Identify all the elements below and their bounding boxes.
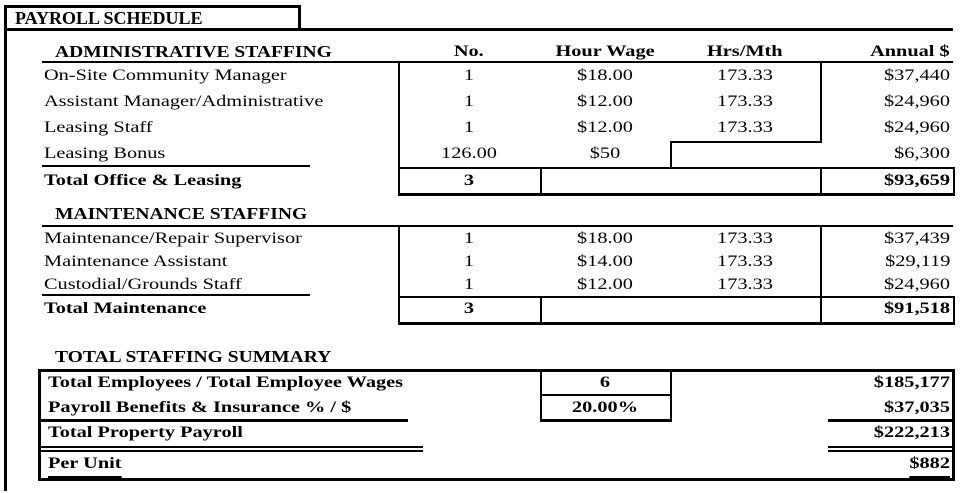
payroll-double-rule-label-top — [38, 446, 423, 448]
total-label-text: Total Maintenance — [44, 300, 207, 317]
cell-hour-wage — [540, 250, 670, 273]
summary-label — [48, 396, 528, 419]
cell-hrs-mth — [670, 250, 820, 273]
cell-no — [398, 89, 540, 115]
cell-hour-wage — [540, 227, 670, 250]
cell-value: $91,518 — [883, 300, 950, 317]
summary-label-text: Payroll Benefits & Insurance % / $ — [48, 399, 352, 416]
total-label-text: Total Office & Leasing — [44, 172, 242, 189]
summary-annual — [820, 421, 950, 445]
column-header-hour-wage — [540, 42, 670, 62]
row-label-text: Leasing Bonus — [44, 145, 166, 162]
cell-value: 1 — [463, 253, 475, 270]
cell-annual — [820, 89, 950, 115]
row-label — [44, 141, 394, 167]
row-label-text: Custodial/Grounds Staff — [44, 276, 242, 293]
cell-value: $18.00 — [577, 67, 633, 84]
total-label — [44, 169, 394, 193]
cell-hrs-mth — [670, 227, 820, 250]
cell-value: 173.33 — [717, 276, 773, 293]
admin-total-right-border — [953, 167, 955, 196]
cell-value: 1 — [463, 67, 475, 84]
cell-hrs-mth — [670, 115, 820, 141]
total-annual — [820, 297, 950, 321]
admin-total-bottom-border — [398, 193, 955, 196]
summary-label — [48, 452, 528, 476]
row-label-text: Maintenance Assistant — [44, 253, 228, 270]
section-heading-summary — [55, 347, 332, 367]
summary-value — [540, 371, 670, 394]
row-label — [44, 115, 394, 141]
column-header-label: Hour Wage — [555, 43, 655, 60]
summary-label — [48, 421, 528, 445]
row-label-text: Leasing Staff — [44, 119, 153, 136]
cell-value: $14.00 — [577, 253, 633, 270]
cell-hour-wage — [540, 273, 670, 296]
cell-hour-wage — [540, 141, 670, 167]
column-header-hrs-mth — [670, 42, 820, 62]
cell-value: $222,213 — [873, 424, 950, 441]
title-box — [4, 5, 301, 31]
cell-no — [398, 273, 540, 296]
benefits-underline-value — [540, 419, 672, 422]
column-header-label: No. — [454, 43, 484, 60]
cell-hrs-mth — [670, 273, 820, 296]
cell-value: 3 — [463, 300, 475, 317]
cell-hour-wage — [540, 63, 670, 89]
summary-label-text: Total Employees / Total Employee Wages — [48, 374, 404, 391]
cell-value: $24,960 — [883, 276, 950, 293]
total-no — [398, 169, 540, 193]
payroll-double-rule-amount-top — [828, 446, 955, 448]
cell-value: 1 — [463, 119, 475, 136]
cell-annual — [820, 273, 950, 296]
row-label-text: On-Site Community Manager — [44, 67, 287, 84]
cell-value: $37,035 — [883, 399, 950, 416]
cell-value: 3 — [463, 172, 475, 189]
cell-value: 1 — [463, 276, 475, 293]
page-left-border — [4, 5, 7, 491]
column-header-no — [398, 42, 540, 62]
page-title: PAYROLL SCHEDULE — [15, 8, 203, 28]
cell-value: $37,439 — [883, 230, 950, 247]
section-heading-label: ADMINISTRATIVE STAFFING — [55, 42, 332, 61]
summary-annual — [820, 452, 950, 476]
cell-annual — [820, 250, 950, 273]
row-label — [44, 63, 394, 89]
cell-annual — [820, 115, 950, 141]
cell-value: 173.33 — [717, 253, 773, 270]
total-annual — [820, 169, 950, 193]
cell-value: $18.00 — [577, 230, 633, 247]
cell-value: $6,300 — [894, 145, 950, 162]
section-heading-label: MAINTENANCE STAFFING — [55, 204, 308, 223]
row-label — [44, 250, 394, 273]
cell-no — [398, 115, 540, 141]
cell-value: $12.00 — [577, 93, 633, 110]
cell-value: $50 — [589, 145, 621, 162]
cell-hrs-mth — [670, 63, 820, 89]
cell-value: $24,960 — [883, 119, 950, 136]
cell-annual — [820, 227, 950, 250]
cell-value: 20.00% — [571, 399, 639, 416]
maintenance-total-right-border — [953, 296, 955, 325]
summary-annual — [820, 371, 950, 394]
cell-value: $24,960 — [883, 93, 950, 110]
cell-no — [398, 141, 540, 167]
cell-hour-wage — [540, 89, 670, 115]
summary-value — [540, 396, 670, 419]
cell-value: 173.33 — [717, 119, 773, 136]
cell-value: 1 — [463, 230, 475, 247]
total-no — [398, 297, 540, 321]
cell-hour-wage — [540, 115, 670, 141]
cell-value: 126.00 — [441, 145, 497, 162]
maintenance-total-divider — [540, 296, 542, 325]
cell-no — [398, 227, 540, 250]
row-label — [44, 273, 394, 296]
maintenance-total-bottom-border — [398, 322, 955, 325]
section-heading-administrative — [55, 42, 332, 62]
cell-value: $185,177 — [873, 374, 950, 391]
section-heading-maintenance — [55, 204, 308, 224]
column-header-annual — [820, 42, 950, 62]
row-label-text: Assistant Manager/Administrative — [44, 93, 324, 110]
cell-value: $37,440 — [883, 67, 950, 84]
cell-value: $12.00 — [577, 119, 633, 136]
admin-total-divider — [540, 167, 542, 196]
cell-no — [398, 63, 540, 89]
cell-hrs-mth — [670, 141, 820, 167]
cell-annual — [820, 63, 950, 89]
cell-no — [398, 250, 540, 273]
row-label-text: Maintenance/Repair Supervisor — [44, 230, 302, 247]
column-header-label: Hrs/Mth — [707, 43, 783, 60]
cell-value: $29,119 — [884, 253, 950, 270]
row-label — [44, 227, 394, 250]
cell-value: 173.33 — [717, 93, 773, 110]
cell-value: 6 — [599, 374, 611, 391]
total-label — [44, 297, 394, 321]
cell-value: 1 — [463, 93, 475, 110]
summary-label — [48, 371, 528, 394]
column-header-label: Annual $ — [870, 43, 950, 60]
cell-value: $882 — [909, 452, 950, 478]
cell-annual — [820, 141, 950, 167]
summary-label-text: Per Unit — [48, 452, 122, 478]
summary-label-text: Total Property Payroll — [48, 424, 243, 441]
summary-annual — [820, 396, 950, 419]
section-heading-label: TOTAL STAFFING SUMMARY — [55, 347, 332, 366]
cell-value: 173.33 — [717, 67, 773, 84]
cell-value: $93,659 — [883, 172, 950, 189]
cell-value: 173.33 — [717, 230, 773, 247]
row-label — [44, 89, 394, 115]
cell-value: $12.00 — [577, 276, 633, 293]
cell-hrs-mth — [670, 89, 820, 115]
